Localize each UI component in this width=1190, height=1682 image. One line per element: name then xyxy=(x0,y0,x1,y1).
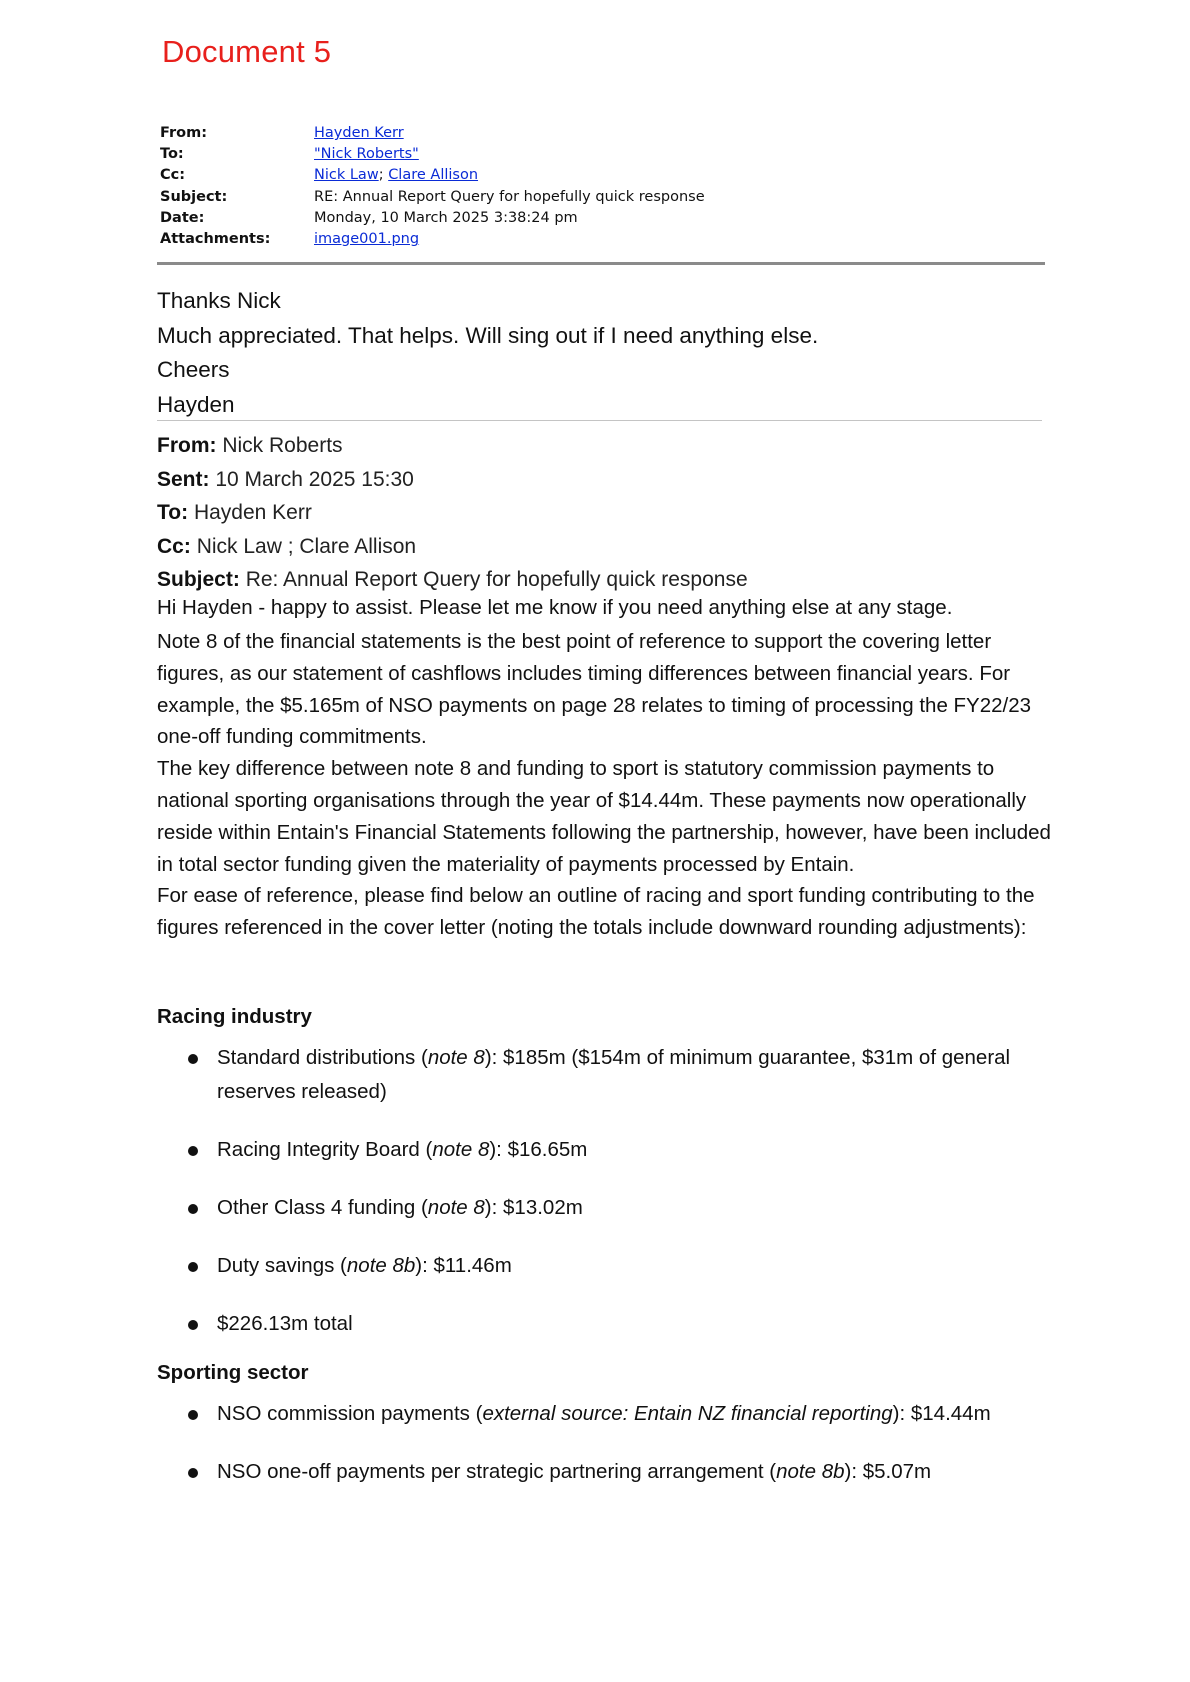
sporting-list xyxy=(186,1397,1046,1513)
reply-signature: Hayden xyxy=(157,391,235,417)
quoted-cc-value: Nick Law ; Clare Allison xyxy=(196,534,417,558)
list-item: NSO one-off payments per strategic partnering arrangement (note 8b): $5.07m xyxy=(186,1455,1046,1489)
list-item: Racing Integrity Board (note 8): $16.65m xyxy=(186,1133,1046,1167)
date-label: Date: xyxy=(160,209,205,226)
quoted-body xyxy=(157,626,1057,944)
reply-line: Cheers xyxy=(157,357,230,382)
quoted-to xyxy=(157,496,748,530)
date-value: Monday, 10 March 2025 3:38:24 pm xyxy=(314,209,578,226)
quoted-greeting: Hi Hayden - happy to assist. Please let me know if you need anything else at any stage. xyxy=(157,596,953,619)
sporting-heading: Sporting sector xyxy=(157,1361,309,1384)
header-divider xyxy=(157,262,1045,265)
quoted-cc xyxy=(157,530,748,564)
cc-label: Cc: xyxy=(160,167,186,184)
quoted-sent-label: Sent: xyxy=(157,467,210,491)
to-link[interactable]: "Nick Roberts" xyxy=(314,146,419,163)
from-link[interactable]: Hayden Kerr xyxy=(314,125,404,141)
reply-message xyxy=(157,284,818,422)
attachment-link[interactable]: image001.png xyxy=(314,230,420,247)
subject-value: RE: Annual Report Query for hopefully quick response xyxy=(314,188,705,205)
quoted-subject-value: Re: Annual Report Query for hopefully quick response xyxy=(245,568,748,591)
quoted-cc-label: Cc: xyxy=(157,534,191,558)
body-paragraph: Note 8 of the financial statements is the best point of reference to support the covering letter figures, as our statement of cashflows includes timing differences between financial years. For example, the $5.165m of NSO payments on page 28 relates to timing of processing the FY22/23 one-off funding commitments. xyxy=(157,630,1032,749)
list-item: NSO commission payments (external source: Entain NZ financial reporting): $14.44m xyxy=(186,1397,1046,1431)
email-header xyxy=(160,125,705,252)
quoted-from-value: Nick Roberts xyxy=(222,434,343,457)
from-label: From: xyxy=(160,125,207,141)
quoted-from xyxy=(157,429,748,463)
list-item: Other Class 4 funding (note 8): $13.02m xyxy=(186,1191,1046,1225)
racing-list xyxy=(186,1041,1046,1366)
header-cc-row xyxy=(160,167,705,188)
cc-link-clare-allison[interactable]: Clare Allison xyxy=(388,167,479,184)
quoted-subject-label: Subject: xyxy=(157,568,240,591)
attachments-label: Attachments: xyxy=(160,230,271,247)
reply-line: Thanks Nick xyxy=(157,288,281,313)
header-to-row xyxy=(160,146,705,167)
list-item: Standard distributions (note 8): $185m ($154m of minimum guarantee, $31m of general reserves released) xyxy=(186,1041,1046,1109)
quote-divider xyxy=(157,420,1042,421)
body-paragraph: The key difference between note 8 and funding to sport is statutory commission payments to national sporting organisations through the year of $14.44m. These payments now operationally reside within Entain's Financial Statements following the partnership, however, have been included in total sector funding given the materiality of payments processed by Entain. xyxy=(157,757,1051,876)
racing-heading: Racing industry xyxy=(157,1005,312,1028)
list-item: Duty savings (note 8b): $11.46m xyxy=(186,1249,1046,1283)
document-label: Document 5 xyxy=(162,34,332,69)
list-item: $226.13m total xyxy=(186,1307,1046,1341)
cc-separator: ; xyxy=(378,167,389,184)
header-subject-row xyxy=(160,189,705,210)
quoted-header xyxy=(157,429,748,597)
header-attachments-row xyxy=(160,231,705,252)
header-date-row xyxy=(160,210,705,231)
header-from-row xyxy=(160,125,705,146)
quoted-sent-value: 10 March 2025 15:30 xyxy=(215,467,414,491)
quoted-from-label: From: xyxy=(157,434,217,457)
subject-label: Subject: xyxy=(160,188,228,205)
quoted-to-label: To: xyxy=(157,501,189,524)
cc-link-nick-law[interactable]: Nick Law xyxy=(314,167,379,184)
body-paragraph: For ease of reference, please find below an outline of racing and sport funding contributing to the figures referenced in the cover letter (noting the totals include downward rounding adjustments): xyxy=(157,884,1035,940)
to-label: To: xyxy=(160,146,184,163)
quoted-to-value: Hayden Kerr xyxy=(193,501,312,524)
quoted-sent xyxy=(157,463,748,497)
reply-line: Much appreciated. That helps. Will sing out if I need anything else. xyxy=(157,322,819,348)
